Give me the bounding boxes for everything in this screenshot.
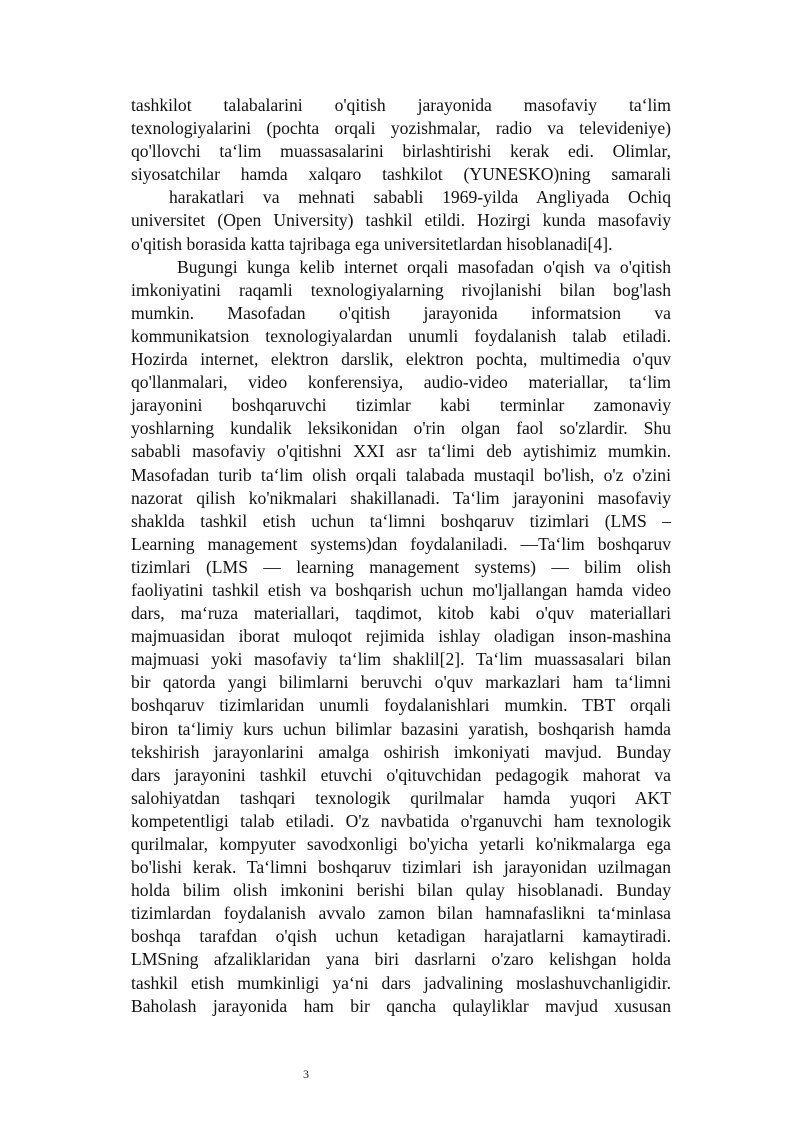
text-line: salohiyatdan tashqari texnologik qurilmalar hamda yuqori AKT	[131, 787, 671, 808]
text-line: majmuasidan iborat muloqot rejimida ishlay oladigan inson-mashina	[131, 626, 671, 647]
body-text	[131, 94, 671, 1018]
text-line: biron ta‘limiy kurs uchun bilimlar bazasini yaratish, boshqarish hamda	[131, 718, 671, 739]
text-line: tashkil etish mumkinligi ya‘ni dars jadvalining moslashuvchanligidir.	[131, 972, 671, 993]
text-line: qo'llanmalari, video konferensiya, audio-video materiallar, ta‘lim	[131, 372, 671, 393]
text-line: bo'lishi kerak. Ta‘limni boshqaruv tizimlari ish jarayonidan uzilmagan	[131, 857, 671, 878]
text-line: boshqa tarafdan o'qish uchun ketadigan harajatlarni kamaytiradi.	[131, 926, 671, 947]
text-line: universitet (Open University) tashkil etildi. Hozirgi kunda masofaviy	[131, 210, 671, 231]
text-line: yoshlarning kundalik leksikonidan o'rin olgan faol so'zlardir. Shu	[131, 418, 671, 439]
text-line: qurilmalar, kompyuter savodxonligi bo'yicha yetarli ko'nikmalarga ega	[131, 834, 671, 854]
text-line: texnologiyalarini (pochta orqali yozishmalar, radio va televideniye)	[131, 118, 671, 139]
text-line: tashkilot talabalarini o'qitish jarayonida masofaviy ta‘lim	[131, 95, 671, 115]
text-line: o'qitish borasida katta tajribaga ega universitetlardan hisoblanadi[4].	[131, 233, 613, 254]
text-line: boshqaruv tizimlaridan unumli foydalanishlari mumkin. TBT orqali	[131, 695, 671, 716]
text-line: shaklda tashkil etish uchun ta‘limni boshqaruv tizimlari (LMS –	[131, 510, 671, 531]
text-line: tizimlari (LMS — learning management systems) — bilim olish	[131, 556, 671, 577]
text-line: dars, ma‘ruza materiallari, taqdimot, kitob kabi o'quv materiallari	[131, 603, 671, 624]
text-line: majmuasi yoki masofaviy ta‘lim shaklil[2]. Ta‘lim muassasalari bilan	[131, 649, 671, 670]
text-line: Masofadan turib ta‘lim olish orqali talabada mustaqil bo'lish, o'z o'zini	[131, 464, 671, 485]
text-line: sababli masofaviy o'qitishni XXI asr ta‘limi deb aytishimiz mumkin.	[131, 441, 671, 462]
text-line: holda bilim olish imkonini berishi bilan qulay hisoblanadi. Bunday	[131, 880, 671, 901]
text-line: imkoniyatini raqamli texnologiyalarning rivojlanishi bilan bog'lash	[131, 279, 671, 300]
text-line: qo'llovchi ta‘lim muassasalarini birlashtirishi kerak edi. Olimlar,	[131, 141, 671, 162]
text-line: tizimlardan foydalanish avvalo zamon bilan hamnafaslikni ta‘minlasa	[131, 903, 671, 924]
text-line: siyosatchilar hamda xalqaro tashkilot (YUNESKO)ning samarali	[131, 164, 671, 185]
text-line: mumkin. Masofadan o'qitish jarayonida informatsion va	[131, 302, 671, 323]
text-line: bir qatorda yangi bilimlarni beruvchi o'quv markazlari ham ta‘limni	[131, 672, 671, 693]
text-line: Hozirda internet, elektron darslik, elektron pochta, multimedia o'quv	[131, 349, 671, 370]
text-line: dars jarayonini tashkil etuvchi o'qituvchidan pedagogik mahorat va	[131, 764, 671, 785]
text-line: tekshirish jarayonlarini amalga oshirish imkoniyati mavjud. Bunday	[131, 741, 671, 762]
paragraph-1	[131, 94, 671, 256]
text-line: Learning management systems)dan foydalaniladi. —Ta‘lim boshqaruv	[131, 533, 671, 554]
text-line: kompetentligi talab etiladi. O'z navbatida o'rganuvchi ham texnologik	[131, 810, 671, 831]
text-line: Baholash jarayonida ham bir qancha qulayliklar mavjud xususan	[131, 995, 671, 1016]
paragraph-2	[131, 256, 671, 1018]
page-number: 3	[303, 1067, 309, 1081]
text-line: jarayonini boshqaruvchi tizimlar kabi terminlar zamonaviy	[131, 395, 671, 416]
text-line: Bugungi kunga kelib internet orqali masofadan o'qish va o'qitish	[177, 256, 671, 277]
text-line: faoliyatini tashkil etish va boshqarish uchun mo'ljallangan hamda video	[131, 579, 671, 600]
text-line: kommunikatsion texnologiyalardan unumli foydalanish talab etiladi.	[131, 325, 671, 346]
text-line: nazorat qilish ko'nikmalari shakillanadi. Ta‘lim jarayonini masofaviy	[131, 487, 671, 508]
text-line: LMSning afzaliklaridan yana biri dasrlarni o'zaro kelishgan holda	[131, 949, 671, 970]
text-line: harakatlari va mehnati sababli 1969-yilda Angliyada Ochiq	[169, 187, 671, 208]
